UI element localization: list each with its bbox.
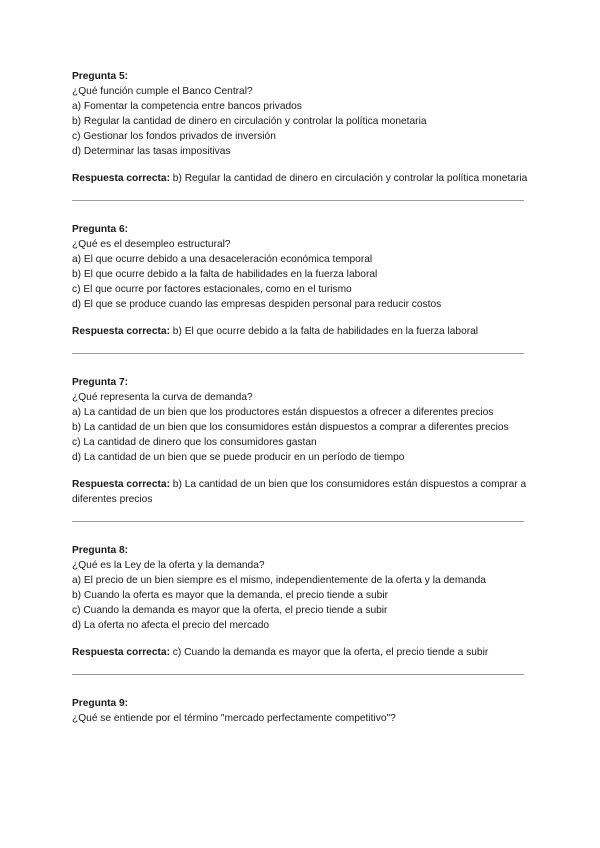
question-title: Pregunta 9: xyxy=(72,698,129,709)
answer-text: c) Cuando la demanda es mayor que la oferta, el precio tiende a subir xyxy=(169,647,489,658)
question-8 xyxy=(72,544,532,660)
option-d: d) La cantidad de un bien que se puede producir en un período de tiempo xyxy=(72,452,405,463)
question-text: ¿Qué es el desempleo estructural? xyxy=(72,239,231,250)
option-b: b) Regular la cantidad de dinero en circulación y controlar la política monetaria xyxy=(72,116,427,127)
answer-label: Respuesta correcta: xyxy=(72,326,170,337)
separator xyxy=(72,200,524,201)
separator xyxy=(72,674,524,675)
question-text: ¿Qué es la Ley de la oferta y la demanda? xyxy=(72,560,265,571)
question-text: ¿Qué función cumple el Banco Central? xyxy=(72,86,253,97)
option-d: d) La oferta no afecta el precio del mercado xyxy=(72,620,270,631)
separator xyxy=(72,521,524,522)
option-a: a) Fomentar la competencia entre bancos privados xyxy=(72,101,302,112)
option-c: c) Gestionar los fondos privados de inversión xyxy=(72,131,276,142)
answer-text: b) El que ocurre debido a la falta de habilidades en la fuerza laboral xyxy=(169,326,479,337)
option-a: a) La cantidad de un bien que los productores están dispuestos a ofrecer a diferentes precios xyxy=(72,407,494,418)
option-d: d) El que se produce cuando las empresas despiden personal para reducir costos xyxy=(72,299,442,310)
option-a: a) El precio de un bien siempre es el mismo, independientemente de la oferta y la demanda xyxy=(72,575,486,586)
question-title: Pregunta 7: xyxy=(72,377,129,388)
question-title: Pregunta 5: xyxy=(72,71,129,82)
option-c: c) El que ocurre por factores estacionales, como en el turismo xyxy=(72,284,352,295)
question-6 xyxy=(72,223,532,339)
answer-label: Respuesta correcta: xyxy=(72,479,170,490)
answer-text: b) Regular la cantidad de dinero en circulación y controlar la política monetaria xyxy=(169,173,528,184)
question-title: Pregunta 6: xyxy=(72,224,129,235)
correct-answer xyxy=(72,324,532,339)
answer-label: Respuesta correcta: xyxy=(72,173,170,184)
correct-answer xyxy=(72,171,532,186)
separator xyxy=(72,353,524,354)
question-text: ¿Qué se entiende por el término "mercado perfectamente competitivo"? xyxy=(72,713,396,724)
option-d: d) Determinar las tasas impositivas xyxy=(72,146,231,157)
correct-answer xyxy=(72,645,532,660)
document-page xyxy=(72,70,532,726)
option-c: c) La cantidad de dinero que los consumidores gastan xyxy=(72,437,317,448)
question-9 xyxy=(72,697,532,726)
question-text: ¿Qué representa la curva de demanda? xyxy=(72,392,253,403)
question-title: Pregunta 8: xyxy=(72,545,129,556)
answer-label: Respuesta correcta: xyxy=(72,647,170,658)
answer-text: b) La cantidad de un bien que los consumidores están dispuestos a comprar a diferentes precios xyxy=(72,479,527,505)
question-5 xyxy=(72,70,532,186)
correct-answer xyxy=(72,477,532,507)
option-a: a) El que ocurre debido a una desaceleración económica temporal xyxy=(72,254,373,265)
option-b: b) La cantidad de un bien que los consumidores están dispuestos a comprar a diferentes precios xyxy=(72,422,509,433)
option-b: b) Cuando la oferta es mayor que la demanda, el precio tiende a subir xyxy=(72,590,389,601)
question-7 xyxy=(72,376,532,507)
option-c: c) Cuando la demanda es mayor que la oferta, el precio tiende a subir xyxy=(72,605,388,616)
option-b: b) El que ocurre debido a la falta de habilidades en la fuerza laboral xyxy=(72,269,378,280)
